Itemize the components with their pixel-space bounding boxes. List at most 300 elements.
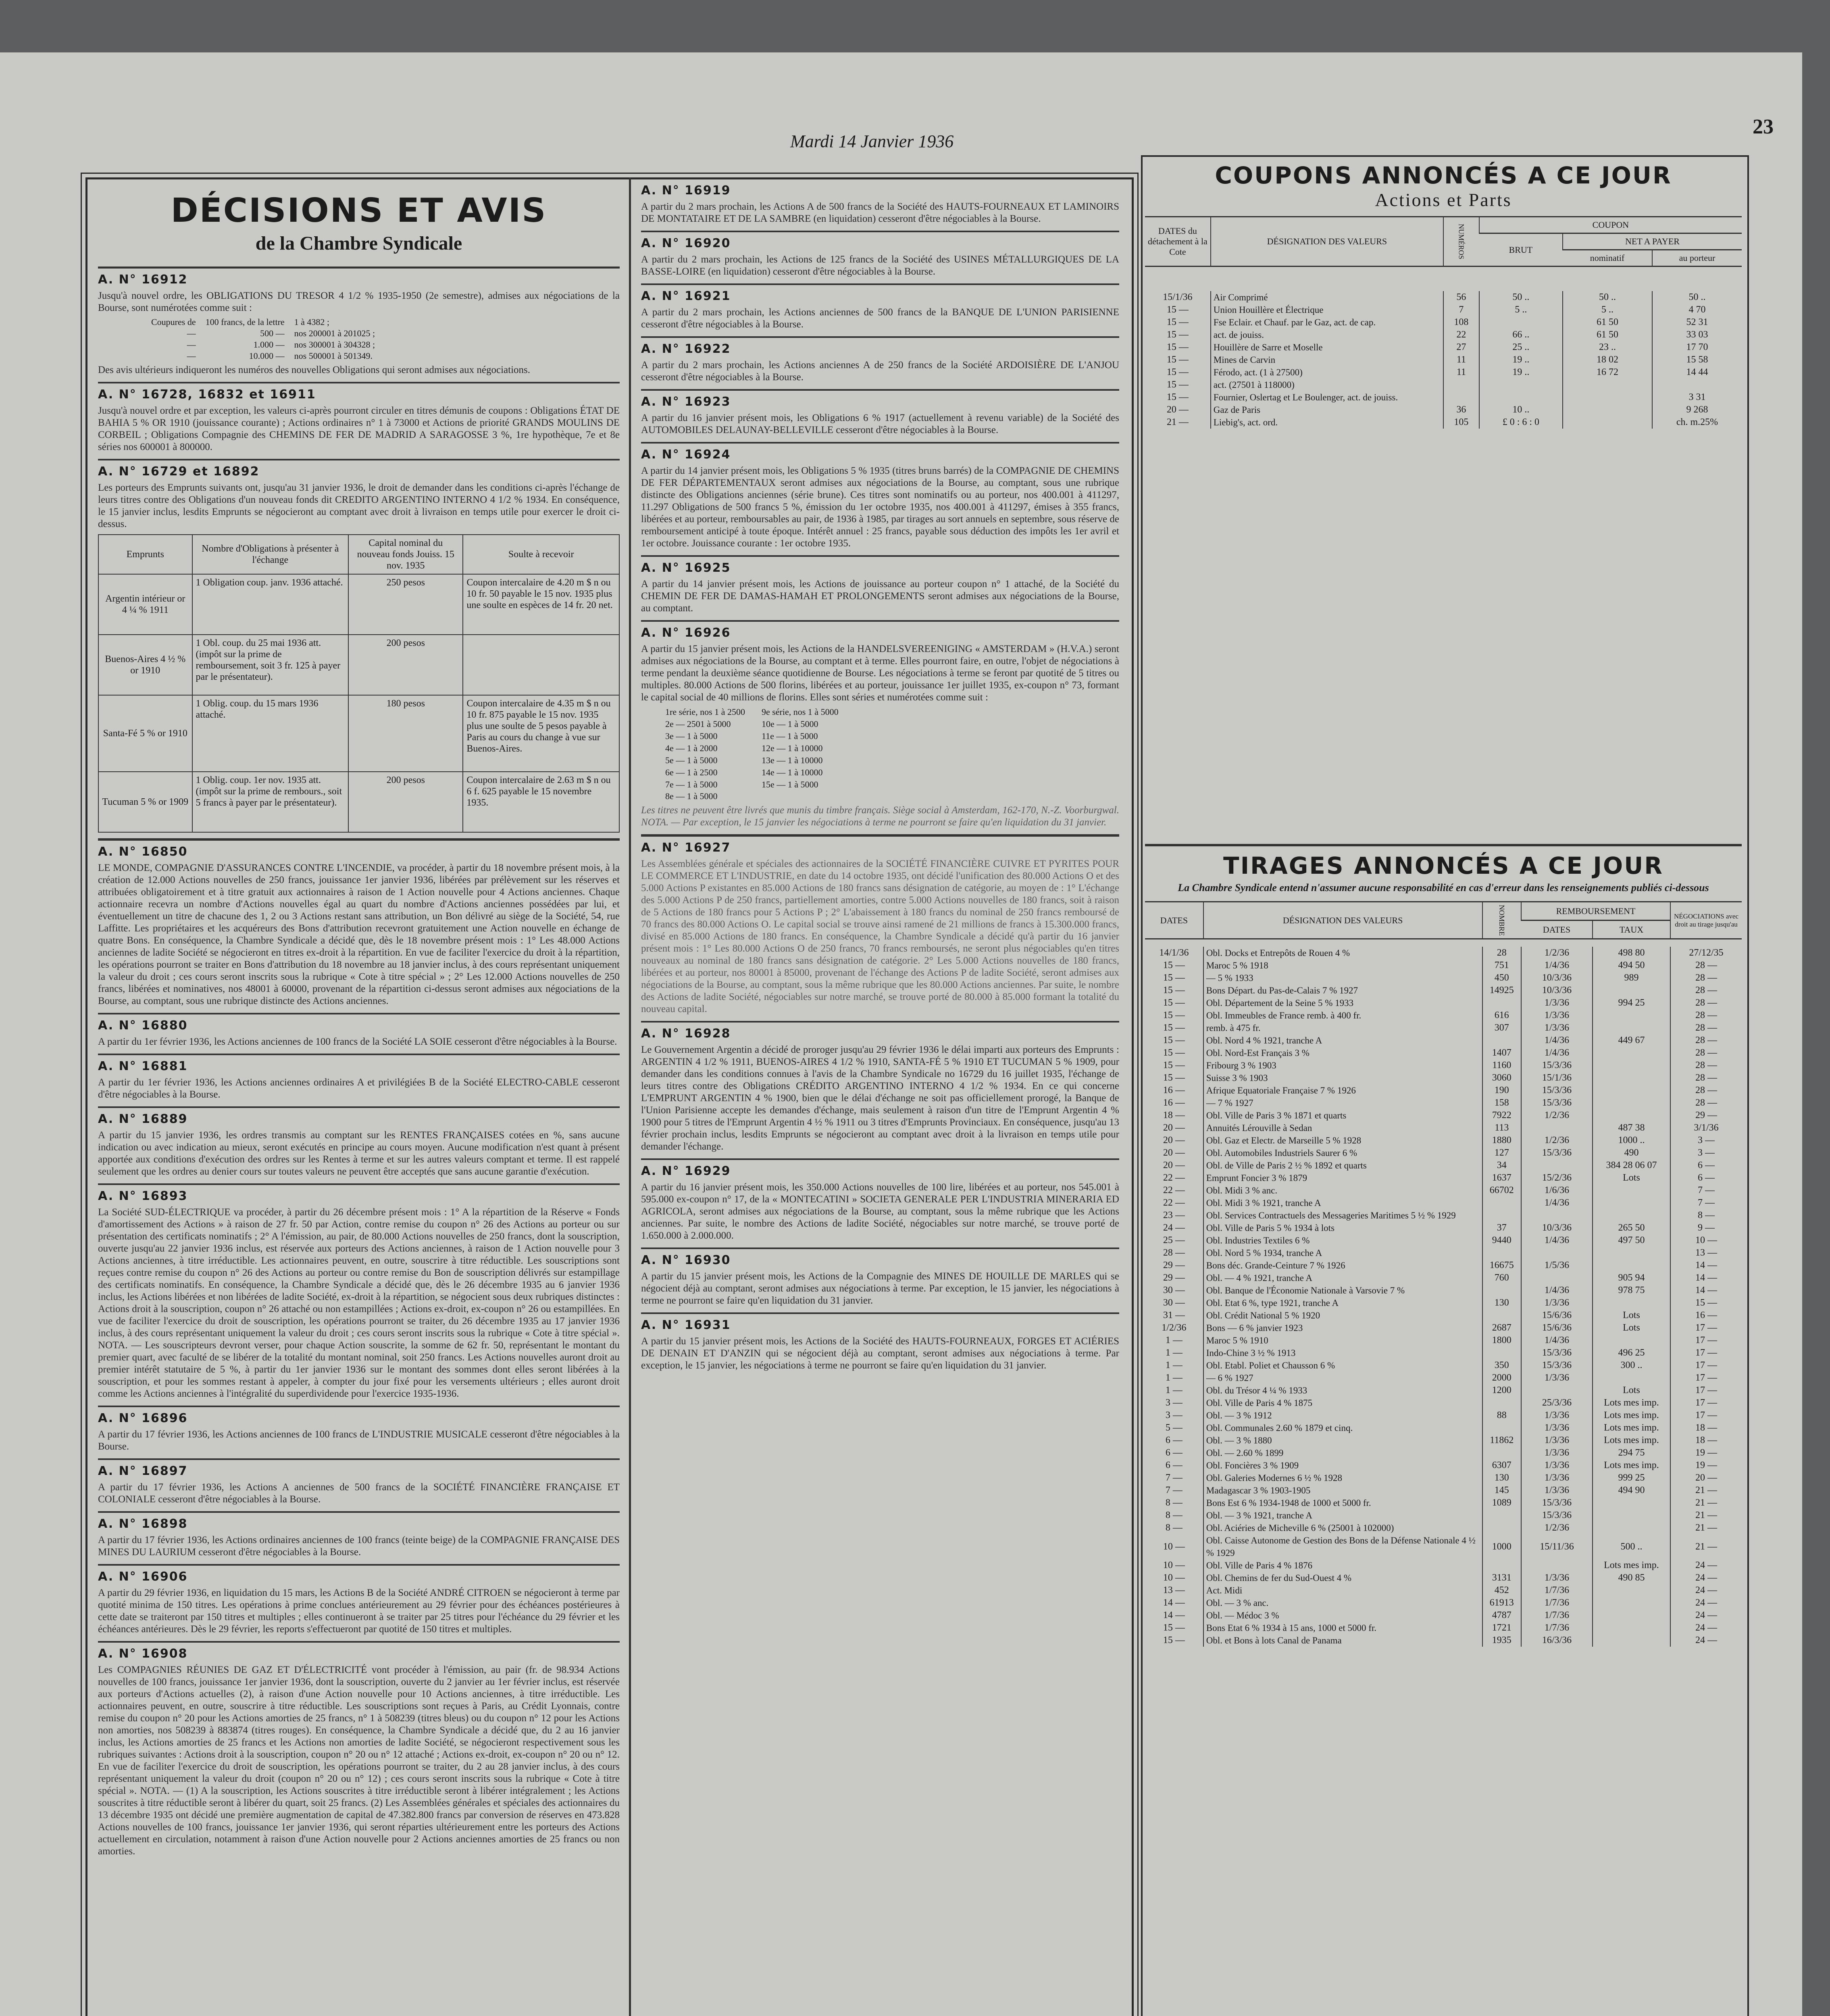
tirage-row-cell: 24 — [1670, 1609, 1742, 1622]
notice-number: A. N° 16896 [98, 1411, 188, 1425]
coupon-row-cell: Gaz de Paris [1211, 404, 1443, 416]
notice [98, 1458, 620, 1506]
tirage-row-cell [1482, 1284, 1522, 1297]
tirage-row-cell: 21 — [1670, 1509, 1742, 1522]
tirage-row-cell [1593, 1059, 1670, 1072]
tirage-row-cell: 7 — [1670, 1184, 1742, 1197]
tirage-row-cell: Obl. Midi 3 % 1921, tranche A [1203, 1197, 1482, 1209]
tirage-row-cell: 1/2/36 [1521, 1109, 1593, 1122]
hva-series: 13e — 1 à 10000 [761, 755, 823, 765]
notice-number: A. N° 16908 [98, 1647, 188, 1661]
tirage-row-cell: 999 25 [1593, 1472, 1670, 1484]
tirage-row-cell: Obl. Caisse Autonome de Gestion des Bons de la Défense Nationale 4 ½ % 1929 [1203, 1534, 1482, 1559]
tirage-row-cell: 24 — [1670, 1622, 1742, 1634]
tirage-row-cell: remb. à 475 fr. [1203, 1022, 1482, 1034]
tirage-row-cell: 490 [1593, 1147, 1670, 1159]
tirage-row-cell: 1/3/36 [1521, 1022, 1593, 1034]
tirage-row-cell: 15/3/36 [1521, 1097, 1593, 1109]
hva-series [761, 791, 839, 802]
tirage-row-cell: 978 75 [1593, 1284, 1670, 1297]
tirage-row-cell: 3/1/36 [1670, 1122, 1742, 1134]
coupure-range: 1 à 4382 ; [294, 317, 330, 327]
tirage-row-cell: 15 — [1163, 1622, 1185, 1633]
tirages-rows [1145, 947, 1742, 1647]
hva-series: 7e — 1 à 5000 [665, 779, 718, 789]
tirages-header-rdates: DATES [1543, 924, 1571, 935]
tirage-row-cell: 28 — [1670, 984, 1742, 997]
tirage-row-cell: 1880 [1482, 1134, 1522, 1147]
tirage-row-cell: 25/3/36 [1521, 1397, 1593, 1409]
tirage-row-cell: 4787 [1482, 1609, 1522, 1622]
coupon-row [1145, 391, 1742, 404]
notice-number: A. N° 16927 [641, 841, 731, 855]
tirage-row-cell: 17 — [1670, 1384, 1742, 1397]
notice-text: Les Assemblées générale et spéciales des actionnaires de la SOCIÉTÉ FINANCIÈRE CUIVRE ET PYRITES POUR LE COMMERCE ET L'INDUSTRIE, en date du 14 octobre 1935, ont décidé l'unification des 80.000 Actions O et des 5.000 Actions P existantes en 85.000 Actions de 180 francs sans désignation de catégorie, au moyen de : 1° L'échange des 5.000 Actions P de 250 francs, partiellement amorties, contre 5.000 Actions nouvelles de 180 francs, soit à raison de 5 Actions de 180 francs pour 5 Actions P ; 2° L'abaissement à 180 francs du nominal de 250 francs remboursé de 70 francs des 80.000 Actions O. Le capital social se trouve ainsi ramené de 21 millions de francs à 15.300.000 francs, divisé en 85.000 Actions de 180 francs. En conséquence, la Chambre Syndicale a décidé qu'à partir du 16 janvier présent mois : 1° Les 80.000 Actions O de 250 francs, 70 francs remboursés, ne seront plus négociables qu'en titres nouveaux au nominal de 180 francs sans désignation de catégorie. 2° Les 5.000 Actions nouvelles de 180 francs, libérées et au porteur, nos 80001 à 85000, provenant de l'échange des Actions P de ladite Société, seront admises aux négociations de la Bourse, au comptant, sous la même rubrique que les 80.000 Actions anciennes. Par suite, le nombre des Actions de ladite Société, négociables sur notre marché, se trouve porté de 80.000 à 85.000 formant la totalité du nouveau capital. [641, 858, 1119, 1014]
notice-text: Jusqu'à nouvel ordre et par exception, les valeurs ci-après pourront circuler en titres démunis de coupons : Obligations ÉTAT DE BAHIA 5 % OR 1910 (jouissance courante) ; Actions ordinaires n° 1 à 73000 et Actions de priorité GRANDS MOULINS DE CORBEIL ; Obligations Compagnie des CHEMINS DE FER DE MADRID A SARAGOSSE 3 %, 1re hypothèque, 7e et 8e séries nos 600001 à 800000. [98, 405, 620, 452]
notice-number: A. N° 16893 [98, 1189, 188, 1203]
tirage-row-cell: 1089 [1482, 1497, 1522, 1509]
tirages-header-taux: TAUX [1593, 921, 1670, 939]
tirage-row-cell: 1/4/36 [1521, 1234, 1593, 1247]
tirages-header-remboursement: REMBOURSEMENT [1521, 902, 1670, 921]
tirage-row-cell: — 6 % 1927 [1203, 1372, 1482, 1384]
tirage-row-cell: Afrique Equatoriale Française 7 % 1926 [1203, 1084, 1482, 1097]
notice-number: A. N° 16930 [641, 1253, 731, 1267]
notice [641, 183, 1119, 225]
coupon-row-cell: Air Comprimé [1211, 291, 1443, 304]
tirage-row-cell: 24 — [1670, 1597, 1742, 1609]
tirage-row-cell: 15/3/36 [1521, 1059, 1593, 1072]
notice [641, 555, 1119, 614]
tirage-row-cell: 21 — [1670, 1522, 1742, 1534]
tirage-row-cell: 14 — [1670, 1272, 1742, 1284]
tirage-row-cell: 21 — [1670, 1497, 1742, 1509]
tirage-row-cell: 452 [1482, 1584, 1522, 1597]
emprunts-cell: Buenos-Aires 4 ½ % or 1910 [98, 635, 192, 695]
emprunts-header: Soulte à recevoir [463, 535, 619, 574]
emprunts-cell: 250 pesos [348, 574, 463, 635]
tirage-row-cell: 17 — [1670, 1409, 1742, 1422]
tirage-row-cell: Obl. Communales 2.60 % 1879 et cinq. [1203, 1422, 1482, 1434]
hva-series: 14e — 1 à 10000 [761, 767, 823, 777]
coupon-row-cell: 15 — [1166, 367, 1189, 377]
coupure-table [146, 317, 380, 362]
notice-text: La Société SUD-ÉLECTRIQUE va procéder, à partir du 26 décembre présent mois : 1° A la répartition de la Réserve « Fonds d'amortissement des Actions » à raison de 27 fr. 50 par Action, contre remise du coupon n° 26 des Actions au porteur ou sur présentation des certificats nominatifs ; 2° A l'émission, au pair, de 80.000 Actions nouvelles de 250 francs, dont la souscription, ouverte jusqu'au 22 janvier 1936 inclus, est réservée aux porteurs des Actions anciennes, à raison de 1 Action nouvelle pour 3 Actions anciennes, à titre irréductible. Les actionnaires peuvent, en outre, souscrire à titre réductible. Les souscriptions sont reçues contre remise du coupon n° 26 des Actions au porteur ou contre remise du Bon de souscription délivrés sur estampillage des certificats nominatifs. En conséquence, la Chambre Syndicale a décidé que, dès le 26 décembre 1935 au 6 janvier 1936 inclus, les Actions libérées et non libérées de ladite Société, ex-droit à la répartition, se négocient sous deux rubriques distinctes : Actions droit à la souscription, coupon n° 26 attaché ou non estampillées ; Actions ex-droit, ex-coupon n° 26 ou estampillées. En vue de faciliter l'exercice du droit de souscription, les opérations pourront se traiter, du 26 décembre 1935 au 17 janvier 1936 inclus, à des cours représentant uniquement la valeur du droit ; ces cours seront inscrits sous la rubrique « Cote à titre spécial ». NOTA. — Les souscripteurs devront verser, pour chaque Action souscrite, la somme de 62 fr. 50, représentant le montant du premier quart, avec faculté de se libérer de la totalité du montant nominal, soit 250 francs. Les Actions nouvelles auront droit au premier intérêt statutaire de 5 %, à partir du 1er janvier 1936 sur le montant des sommes dont elles seront libérées à la souscription, et pour les sommes restant à appeler, à compter du jour fixé pour les versements ultérieurs ; elles auront droit comme les Actions anciennes à l'intégralité du superdividende pour l'exercice 1935-1936. [98, 1207, 620, 1399]
tirage-row-cell: 29 — [1163, 1260, 1185, 1271]
coupon-row-cell: 21 — [1166, 417, 1189, 427]
tirage-row [1145, 947, 1742, 959]
tirage-row-cell: 10/3/36 [1521, 972, 1593, 984]
tirage-row-cell: Bons — 6 % janvier 1923 [1203, 1322, 1482, 1334]
tirage-row-cell: Suisse 3 % 1903 [1203, 1072, 1482, 1084]
coupons-header-porteur: au porteur [1652, 250, 1742, 267]
tirage-row-cell: Obl. Ville de Paris 4 % 1876 [1203, 1559, 1482, 1572]
coupon-row-cell: 15 58 [1652, 354, 1742, 366]
tirage-row-cell [1593, 1109, 1670, 1122]
tirage-row-cell: 17 — [1670, 1372, 1742, 1384]
notice-number: A. N° 16897 [98, 1464, 188, 1478]
decisions-title: DÉCISIONS ET AVIS [171, 192, 547, 230]
tirage-row [1145, 1584, 1742, 1597]
coupon-row-cell: act. de jouiss. [1211, 329, 1443, 341]
tirage-row [1145, 1147, 1742, 1159]
tirage-row-cell: 158 [1482, 1097, 1522, 1109]
tirage-row-cell: 28 [1482, 947, 1522, 959]
decisions-subtitle: de la Chambre Syndicale [255, 233, 462, 254]
emprunts-cell: Argentin intérieur or 4 ¼ % 1911 [98, 574, 192, 635]
tirage-row [1145, 1534, 1742, 1559]
tirage-row-cell: 1/3/36 [1521, 1422, 1593, 1434]
tirage-row-cell: 1721 [1482, 1622, 1522, 1634]
tirage-row-cell: 15/3/36 [1521, 1084, 1593, 1097]
tirage-row-cell: 22 — [1163, 1185, 1185, 1196]
tirage-row-cell: 15/11/36 [1521, 1534, 1593, 1559]
tirage-row-cell [1482, 1447, 1522, 1459]
tirage-row-cell: Lots mes imp. [1593, 1459, 1670, 1472]
tirage-row-cell: 15 — [1163, 1023, 1185, 1033]
tirage-row-cell: 751 [1482, 959, 1522, 972]
tirage-row-cell: 487 38 [1593, 1122, 1670, 1134]
tirage-row-cell [1593, 1084, 1670, 1097]
coupon-row-cell: Houillère de Sarre et Moselle [1211, 341, 1443, 354]
tirage-row-cell: 14 — [1163, 1597, 1185, 1608]
tirage-row-cell: 61913 [1482, 1597, 1522, 1609]
tirage-row-cell: 18 — [1670, 1434, 1742, 1447]
coupon-row-cell: Fse Eclair. et Chauf. par le Gaz, act. de cap. [1211, 316, 1443, 329]
tirage-row [1145, 1109, 1742, 1122]
tirage-row-cell: Maroc 5 % 1910 [1203, 1334, 1482, 1347]
notice-text: A partir du 15 janvier 1936, les ordres transmis au comptant sur les RENTES FRANÇAISES cotées en %, sans aucune indication ou avec indication au mieux, seront exécutés en principe au cours moyen. Aucune modification n'est quant à présent apportée aux conditions d'exécution des ordres sur les Rentes à terme et sur les autres valeurs comptant et terme. Il est rappelé seulement que les ordres au denier cours sur toutes valeurs ne peuvent être acceptés que sans aucune garantie d'exécution. [98, 1130, 620, 1177]
coupon-row-cell: Fournier, Oslertag et Le Boulenger, act. de jouiss. [1211, 391, 1443, 404]
notice [641, 283, 1119, 331]
tirage-row-cell: Lots [1593, 1172, 1670, 1184]
tirage-row-cell [1521, 1384, 1593, 1397]
coupon-row-cell: 20 — [1166, 404, 1189, 415]
tirage-row-cell: 1000 [1482, 1534, 1522, 1559]
notice-number: A. N° 16919 [641, 183, 731, 198]
tirage-row-cell: 31 — [1163, 1310, 1185, 1321]
tirage-row-cell [1593, 1197, 1670, 1209]
tirage-row [1145, 1372, 1742, 1384]
tirage-row [1145, 1009, 1742, 1022]
tirage-row-cell: 1 — [1165, 1347, 1183, 1358]
tirage-row-cell [1593, 1184, 1670, 1197]
tirage-row-cell: Obl. Galeries Modernes 6 ½ % 1928 [1203, 1472, 1482, 1484]
coupon-row-cell: 66 .. [1479, 329, 1563, 341]
tirage-row-cell: 34 [1482, 1159, 1522, 1172]
tirage-row [1145, 1272, 1742, 1284]
tirage-row-cell: 15/3/36 [1521, 1359, 1593, 1372]
tirage-row-cell: 16 — [1163, 1085, 1185, 1096]
tirage-row-cell: 20 — [1163, 1123, 1185, 1133]
tirage-row [1145, 1459, 1742, 1472]
emprunts-cell: Coupon intercalaire de 2.63 m $ n ou 6 f. 625 payable le 15 novembre 1935. [463, 772, 619, 832]
coupon-row-cell: 16 72 [1563, 366, 1652, 379]
coupon-row-cell [1563, 379, 1652, 391]
coupons-header-net: NET A PAYER [1563, 233, 1742, 250]
tirage-row-cell [1482, 1197, 1522, 1209]
tirage-row-cell: 6 — [1670, 1172, 1742, 1184]
tirage-row-cell: 1407 [1482, 1047, 1522, 1059]
tirage-row [1145, 1247, 1742, 1259]
coupon-row-cell [1563, 416, 1652, 429]
tirage-row-cell: 17 — [1670, 1347, 1742, 1359]
notice [641, 231, 1119, 278]
tirage-row-cell: Obl. Nord 5 % 1934, tranche A [1203, 1247, 1482, 1259]
tirage-row-cell: 994 25 [1593, 997, 1670, 1009]
notice [641, 389, 1119, 436]
tirage-row-cell: Obl. Banque de l'Économie Nationale à Varsovie 7 % [1203, 1284, 1482, 1297]
tirage-row-cell: 24 — [1670, 1572, 1742, 1584]
tirage-row [1145, 1409, 1742, 1422]
emprunts-header: Capital nominal du nouveau fonds Jouiss. 15 nov. 1935 [348, 535, 463, 574]
tirage-row-cell: 6307 [1482, 1459, 1522, 1472]
notice-number: A. N° 16729 et 16892 [98, 464, 260, 479]
tirage-row-cell [1593, 1622, 1670, 1634]
tirage-row-cell: 1637 [1482, 1172, 1522, 1184]
notice-text: A partir du 15 janvier présent mois, les Actions de la Société des HAUTS-FOURNEAUX, FORGES ET ACIÉRIES DE DENAIN ET D'ANZIN qui se négocient déjà au comptant, seront admises aux négociations à terme. Par exception, le 15 janvier, les négociations à terme ne pourront se faire qu'en liquidation du 31 janvier. [641, 1336, 1119, 1371]
tirage-row-cell [1593, 1097, 1670, 1109]
notice [641, 442, 1119, 550]
tirage-row-cell: 28 — [1670, 1034, 1742, 1047]
tirages-header-designation: DÉSIGNATION DES VALEURS [1203, 902, 1482, 939]
tirage-row-cell [1593, 1509, 1670, 1522]
tirage-row-cell [1521, 1159, 1593, 1172]
emprunts-table [98, 534, 620, 833]
coupon-row-cell: 11 [1443, 354, 1479, 366]
tirage-row-cell: 20 — [1163, 1148, 1185, 1158]
coupure-range: nos 300001 à 304328 ; [294, 339, 375, 350]
tirage-row-cell: Obl. — Médoc 3 % [1203, 1609, 1482, 1622]
tirage-row-cell: 3 — [1670, 1147, 1742, 1159]
coupon-row [1145, 416, 1742, 429]
tirage-row-cell: Obl. Ville de Paris 3 % 1871 et quarts [1203, 1109, 1482, 1122]
tirage-row-cell [1482, 1509, 1522, 1522]
tirage-row-cell [1593, 984, 1670, 997]
tirage-row [1145, 1622, 1742, 1634]
notice-text: A partir du 17 février 1936, les Actions ordinaires anciennes de 100 francs (teinte beige) de la COMPAGNIE FRANÇAISE DES MINES DU LAURIUM cesseront d'être négociables à la Bourse. [98, 1535, 620, 1558]
tirage-row [1145, 1472, 1742, 1484]
coupure-label: — [187, 328, 196, 338]
tirage-row-cell: Obl. — 4 % 1921, tranche A [1203, 1272, 1482, 1284]
tirage-row-cell: 1/3/36 [1521, 1434, 1593, 1447]
tirage-row-cell: 21 — [1670, 1484, 1742, 1497]
tirage-row-cell: 6 — [1165, 1447, 1183, 1458]
tirage-row-cell: 8 — [1670, 1209, 1742, 1222]
hva-series: 2e — 2501 à 5000 [665, 719, 731, 729]
tirage-row-cell: 14 — [1670, 1259, 1742, 1272]
tirage-row-cell: 15/6/36 [1521, 1309, 1593, 1322]
tirage-row-cell: 265 50 [1593, 1222, 1670, 1234]
coupon-row-cell: 17 70 [1652, 341, 1742, 354]
emprunts-cell [463, 635, 619, 695]
tirage-row [1145, 1059, 1742, 1072]
tirage-row-cell: 8 — [1165, 1522, 1183, 1533]
notice-text: A partir du 16 janvier présent mois, les 350.000 Actions nouvelles de 100 lire, libérées et au porteur, nos 545.001 à 595.000 ex-coupon n° 17, de la « MONTECATINI » SOCIETA GENERALE PER L'INDUSTRIA MINERARIA ED AGRICOLA, seront admises aux négociations de la Bourse, au comptant, sous la même rubrique que les Actions anciennes. Par suite, le nombre des Actions de ladite Société, négociables sur notre marché, se trouve porté de 1.650.000 à 2.000.000. [641, 1182, 1119, 1241]
tirages-table [1145, 901, 1742, 939]
tirage-row-cell: Bons Etat 6 % 1934 à 15 ans, 1000 et 5000 fr. [1203, 1622, 1482, 1634]
tirage-row-cell [1482, 1247, 1522, 1259]
tirage-row-cell: 15 — [1163, 960, 1185, 971]
coupon-row [1145, 304, 1742, 316]
coupon-row-cell: 19 .. [1479, 354, 1563, 366]
tirage-row-cell: 1/3/36 [1521, 1372, 1593, 1384]
coupon-row-cell: Union Houillère et Électrique [1211, 304, 1443, 316]
emprunts-cell: 1 Oblig. coup. 1er nov. 1935 att. (impôt sur la prime de rembours., soit 5 francs à payer par le présentateur). [192, 772, 349, 832]
tirage-row-cell: 20 — [1163, 1160, 1185, 1171]
tirage-row-cell: Obl. Crédit National 5 % 1920 [1203, 1309, 1482, 1322]
tirage-row-cell: 494 50 [1593, 959, 1670, 972]
notice-number: A. N° 16880 [98, 1018, 188, 1033]
tirage-row-cell: 15 — [1163, 973, 1185, 983]
tirage-row-cell: 1/4/36 [1521, 1334, 1593, 1347]
tirage-row [1145, 1159, 1742, 1172]
column-divider [629, 177, 631, 2016]
notice-number: A. N° 16912 [98, 273, 188, 287]
tirage-row-cell: 66702 [1482, 1184, 1522, 1197]
notice-number: A. N° 16931 [641, 1318, 731, 1332]
notice [98, 1013, 620, 1048]
tirage-row-cell [1521, 1122, 1593, 1134]
tirage-row-cell: 498 80 [1593, 947, 1670, 959]
emprunts-cell: Coupon intercalaire de 4.20 m $ n ou 10 fr. 50 payable le 15 nov. 1935 plus une soulte en espèces de 14 fr. 20 net. [463, 574, 619, 635]
notice-text: A partir du 15 janvier présent mois, les Actions de la HANDELSVEREENIGING « AMSTERDAM » (H.V.A.) seront admises aux négociations de la Bourse, au comptant et à terme. Elles pourront faire, en outre, l'objet de négociations à terme pendant la deuxième séance quotidienne de Bourse. Les négociations à terme se feront par quotité de 5 titres ou multiples. 80.000 Actions de 500 florins, libérées et au porteur, jouissance 1er juillet 1935, ex-coupon n° 73, formant le capital social de 40 millions de florins. Elles sont séries et numérotées comme suit : [641, 644, 1119, 703]
tirage-row-cell: 497 50 [1593, 1234, 1670, 1247]
tirage-row-cell: 294 75 [1593, 1447, 1670, 1459]
tirage-row-cell: 3 — [1165, 1410, 1183, 1421]
tirage-row-cell: 1/7/36 [1521, 1609, 1593, 1622]
tirage-row-cell: 15 — [1163, 998, 1185, 1008]
tirage-row [1145, 1572, 1742, 1584]
tirage-row-cell: Obl. et Bons à lots Canal de Panama [1203, 1634, 1482, 1647]
coupon-row-cell: 7 [1443, 304, 1479, 316]
hva-series: 10e — 1 à 5000 [761, 719, 818, 729]
coupure-amount: 1.000 — [253, 339, 285, 350]
coupons-subtitle: Actions et Parts [1375, 190, 1512, 210]
tirage-row [1145, 1209, 1742, 1222]
tirage-row-cell [1593, 1259, 1670, 1272]
tirage-row-cell: 10 — [1163, 1572, 1185, 1583]
hva-series: 9e série, nos 1 à 5000 [761, 707, 839, 717]
tirage-row-cell: 1800 [1482, 1334, 1522, 1347]
tirage-row-cell: 490 85 [1593, 1572, 1670, 1584]
tirage-row-cell: Obl. Aciéries de Micheville 6 % (25001 à 102000) [1203, 1522, 1482, 1534]
tirage-row [1145, 1384, 1742, 1397]
tirage-row-cell: 113 [1482, 1122, 1522, 1134]
tirage-row-cell: 17 — [1670, 1359, 1742, 1372]
tirage-row-cell: Emprunt Foncier 3 % 1879 [1203, 1172, 1482, 1184]
tirage-row-cell: 616 [1482, 1009, 1522, 1022]
tirage-row-cell: 15 — [1163, 1048, 1185, 1058]
notice-text: A partir du 1er février 1936, les Actions anciennes de 100 francs de la Société LA SOIE cesseront d'être négociables à la Bourse. [98, 1036, 617, 1047]
tirage-row-cell: 28 — [1670, 1084, 1742, 1097]
tirage-row-cell [1593, 1497, 1670, 1509]
notice [98, 267, 620, 376]
tirage-row-cell [1521, 1272, 1593, 1284]
tirage-row-cell: Bons déc. Grande-Ceinture 7 % 1926 [1203, 1259, 1482, 1272]
tirages-header-dates: DATES [1160, 915, 1188, 925]
tirage-row-cell: — 7 % 1927 [1203, 1097, 1482, 1109]
tirage-row-cell: Obl. Etat 6 %, type 1921, tranche A [1203, 1297, 1482, 1309]
tirage-row-cell: 1/3/36 [1521, 1459, 1593, 1472]
coupure-footer: Des avis ultérieurs indiqueront les numéros des nouvelles Obligations qui seront admises aux négociations. [98, 364, 531, 375]
tirage-row-cell: Obl. Chemins de fer du Sud-Ouest 4 % [1203, 1572, 1482, 1584]
notice-text: A partir du 17 février 1936, les Actions anciennes de 100 francs de L'INDUSTRIE MUSICALE cesseront d'être négociables à la Bourse. [98, 1429, 620, 1452]
tirage-row-cell: 37 [1482, 1222, 1522, 1234]
coupon-row-cell: 27 [1443, 341, 1479, 354]
emprunts-cell: Coupon intercalaire de 4.35 m $ n ou 10 fr. 875 payable le 15 nov. 1935 plus une soulte de 5 pesos payable à Paris au cours du change à vue sur Buenos-Aires. [463, 695, 619, 772]
tirage-row [1145, 1122, 1742, 1134]
tirage-row-cell: 1/3/36 [1521, 1472, 1593, 1484]
notice [98, 1641, 620, 1858]
coupure-amount: 100 francs, de la lettre [205, 317, 285, 327]
tirage-row-cell: 11862 [1482, 1434, 1522, 1447]
tirage-row-cell: 17 — [1670, 1322, 1742, 1334]
notice-number: A. N° 16925 [641, 561, 731, 575]
tirage-row [1145, 1334, 1742, 1347]
tirage-row-cell [1593, 1209, 1670, 1222]
tirage-row [1145, 1084, 1742, 1097]
coupon-row-cell [1479, 379, 1563, 391]
tirage-row [1145, 1497, 1742, 1509]
tirage-row-cell: 27/12/35 [1670, 947, 1742, 959]
tirage-row-cell: Obl. de Ville de Paris 2 ½ % 1892 et quarts [1203, 1159, 1482, 1172]
tirage-row-cell: 28 — [1670, 1059, 1742, 1072]
notice-number: A. N° 16906 [98, 1570, 188, 1584]
notice [641, 834, 1119, 1015]
tirage-row-cell: 190 [1482, 1084, 1522, 1097]
emprunts-cell: Santa-Fé 5 % or 1910 [98, 695, 192, 772]
emprunts-cell: 1 Obligation coup. janv. 1936 attaché. [192, 574, 349, 635]
tirage-row-cell: Obl. — 3 % 1880 [1203, 1434, 1482, 1447]
tirage-row-cell: 16 — [1670, 1309, 1742, 1322]
notice-text: A partir du 1er février 1936, les Actions anciennes ordinaires A et privilégiées B de la Société ELECTRO-CABLE cesseront d'être négociables à la Bourse. [98, 1077, 620, 1100]
coupon-row-cell: 50 .. [1652, 291, 1742, 304]
coupon-row-cell: 23 .. [1563, 341, 1652, 354]
tirage-row [1145, 1422, 1742, 1434]
notice-text: A partir du 2 mars prochain, les Actions de 125 francs de la Société des USINES MÉTALLURGIQUES DE LA BASSE-LOIRE (en liquidation) cesseront d'être négociables à la Bourse. [641, 254, 1119, 277]
tirage-row-cell: 21 — [1670, 1534, 1742, 1559]
tirage-row-cell: 1935 [1482, 1634, 1522, 1647]
tirage-row-cell: Obl. Gaz et Electr. de Marseille 5 % 1928 [1203, 1134, 1482, 1147]
coupon-row-cell: £ 0 : 6 : 0 [1479, 416, 1563, 429]
coupon-row-cell: 61 50 [1563, 329, 1652, 341]
tirage-row-cell: Lots mes imp. [1593, 1434, 1670, 1447]
coupon-row-cell [1563, 404, 1652, 416]
tirage-row-cell: 1/4/36 [1521, 1034, 1593, 1047]
tirage-row-cell: 1160 [1482, 1059, 1522, 1072]
notice [641, 336, 1119, 383]
hva-series-table [665, 706, 839, 802]
tirage-row-cell: Lots [1593, 1322, 1670, 1334]
tirage-row-cell: 15/2/36 [1521, 1172, 1593, 1184]
tirage-row-cell: 494 90 [1593, 1484, 1670, 1497]
tirage-row-cell [1593, 1022, 1670, 1034]
tirage-row-cell: 15 — [1163, 1035, 1185, 1046]
coupon-row [1145, 379, 1742, 391]
tirage-row-cell: 15 — [1163, 1060, 1185, 1071]
left-column [91, 183, 627, 2016]
tirage-row-cell: 30 — [1163, 1285, 1185, 1296]
tirage-row [1145, 1347, 1742, 1359]
tirage-row-cell: 307 [1482, 1022, 1522, 1034]
notice-text: A partir du 29 février 1936, en liquidation du 15 mars, les Actions B de la Société ANDRÉ CITROEN se négocieront à terme par quotité minima de 150 titres. Les opérations à prime conclues antérieurement au 29 février pour des échéances postérieures à cette date se traiteront par 150 titres et multiples ; elles continueront à se traiter par 25 titres pour l'échéance du 29 février et les échéances antérieures. Dès le 29 février, les reports s'effectueront par quotité de 150 titres et multiples. [98, 1587, 620, 1635]
coupure-range: nos 200001 à 201025 ; [294, 328, 375, 338]
notice [98, 1564, 620, 1635]
tirage-row-cell: 496 25 [1593, 1347, 1670, 1359]
tirage-row-cell: 6 — [1165, 1435, 1183, 1446]
tirage-row-cell [1482, 1347, 1522, 1359]
